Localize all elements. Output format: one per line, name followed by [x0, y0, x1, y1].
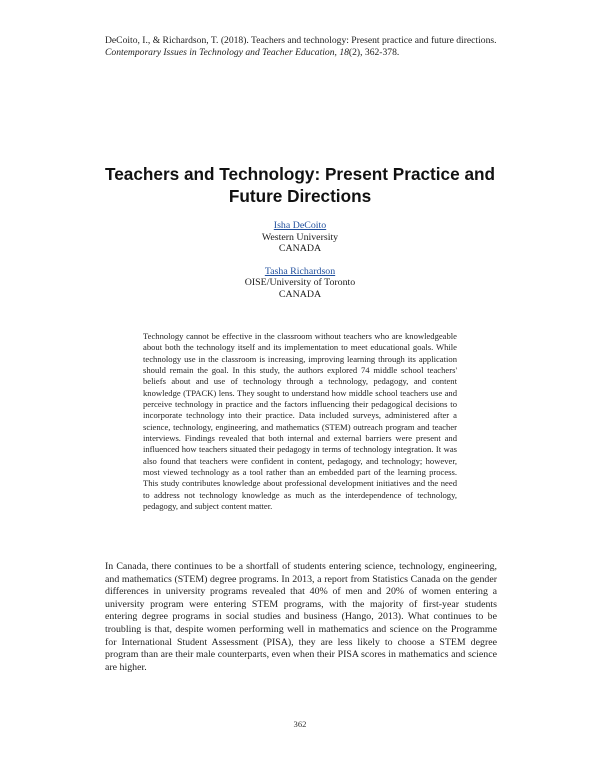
author-2 [150, 266, 450, 301]
author-1 [150, 220, 450, 255]
citation-issue-pages: (2), 362-378. [348, 46, 400, 58]
author-1-country: CANADA [278, 243, 322, 255]
author-1-affiliation: Western University [261, 231, 339, 243]
author-2-affiliation: OISE/University of Toronto [244, 277, 356, 289]
abstract: Technology cannot be effective in the classroom without teachers who are knowledgeable about both the technology itself and its implementation to meet educational goals. While technology use in the classroom is increasing, improving learning through its application should remain the goal. In this study, the authors explored 74 middle school teachers' beliefs about and use of technology through a technology, pedagogy, and content knowledge (TPACK) lens. They sought to understand how middle school teachers use and perceive technology in practice and the factors influencing their pedagogical decisions to incorporate technology into their practice. Data included surveys, administered after a science, technology, engineering, and mathematics (STEM) outreach program and teacher interviews. Findings revealed that both internal and external barriers were present and influenced how teachers situated their pedagogy in terms of technology integration. It was also found that teachers were confident in content, pedagogy, and technology; however, most viewed technology as a tool rather than an embedded part of the learning process. This study contributes knowledge about professional development initiatives and the need to address not technology knowledge as much as the interdependence of technology, pedagogy, and subject content matter. [143, 331, 457, 512]
author-2-country: CANADA [278, 288, 322, 300]
paper-title: Teachers and Technology: Present Practice and Future Directions [104, 164, 496, 206]
author-block [150, 220, 450, 312]
page-number: 362 [293, 719, 307, 729]
citation-text: DeCoito, I., & Richardson, T. (2018). Teachers and technology: Present practice and future directions. [105, 35, 497, 46]
citation-header [105, 35, 505, 58]
intro-paragraph: In Canada, there continues to be a shortfall of students entering science, technology, engineering, and mathematics (STEM) degree programs. In 2013, a report from Statistics Canada on the gender differences in university programs revealed that 40% of men and 20% of women entering a university program were entering STEM programs, with the majority of first-year students entering degree programs in social studies and business (Hango, 2013). What continues to be troubling is that, despite women performing well in mathematics and science on the Programme for International Student Assessment (PISA), they are less likely to choose a STEM degree program than are their male counterparts, even when their PISA scores in mathematics and science are higher. [105, 561, 497, 673]
author-2-name-link[interactable]: Tasha Richardson [264, 265, 336, 277]
citation-journal: Contemporary Issues in Technology and Teacher Education, 18 [105, 46, 349, 58]
author-1-name-link[interactable]: Isha DeCoito [273, 220, 327, 231]
